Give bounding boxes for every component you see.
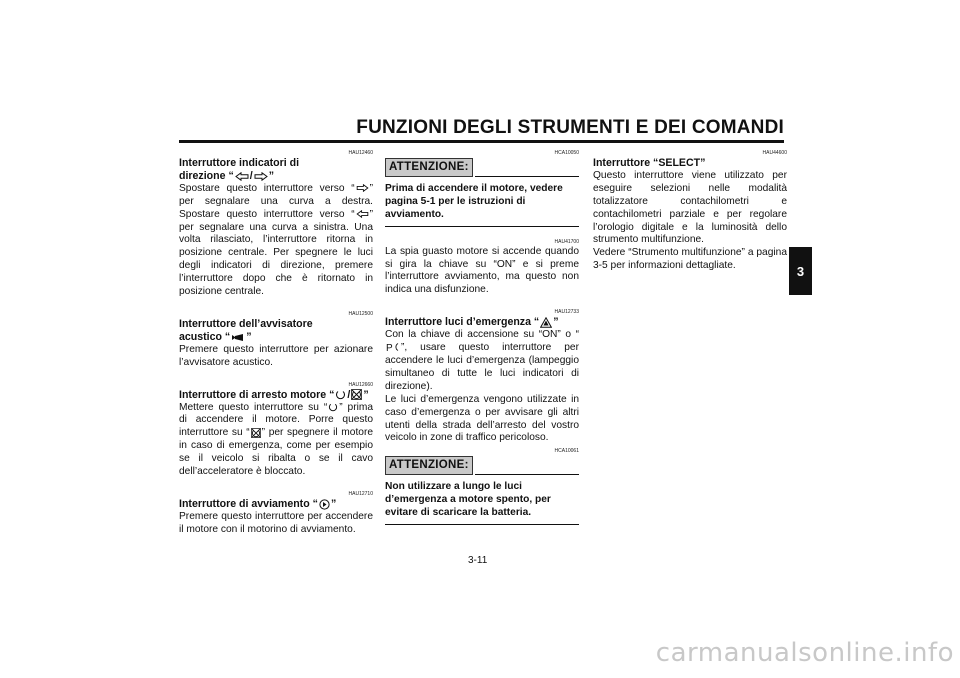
section-code: HCA10050 [554,150,579,156]
caution-rule [475,176,579,177]
title-rule [179,140,784,143]
hazard-text-2: Le luci d’emergenza vengono utilizzate in caso d’emergenza o per avvisare gli altri utenti della strada dell’arresto del vostro veicolo in zone di traffico pericoloso. [385,393,579,444]
turn-signal-title [179,157,373,183]
title-quote: ” [553,316,559,329]
start-title [179,498,373,511]
hazard-title [385,316,579,329]
title-quote: ” [330,497,337,510]
caution-header [385,158,579,177]
title-quote: ” [246,330,252,343]
engine-warning-text: La spia guasto motore si accende quando si gira la chiave su “ON” e si preme l’interruttore avviamento, ma questo non indica una disfunzione. [385,245,579,296]
text-part: ” per segnalare una curva a destra. Spostare questo interruttore verso “ [179,182,373,220]
engine-run-icon [328,402,338,412]
hazard-triangle-icon [540,317,552,328]
section-code: HCA10061 [554,448,579,455]
turn-left-arrow-icon [356,210,369,218]
turn-signal-text [179,183,373,299]
chapter-tab-label: 3 [796,263,805,279]
caution-label: ATTENZIONE: [385,158,473,177]
column-2 [385,150,579,525]
text-part: Mettere questo interruttore su “ [179,401,328,413]
section-code: HAU41700 [554,238,579,245]
text-part: Spostare questo interruttore verso “ [179,182,355,194]
caution-label: ATTENZIONE: [385,456,473,475]
title-line-1: Interruttore dell’avvisatore [179,317,313,330]
title-line-1: Interruttore indicatori di [179,157,300,169]
caution-text: Non utilizzare a lungo le luci d’emergenza a motore spento, per evitare di scaricare la batteria. [385,475,579,525]
caution-header [385,456,579,475]
caution-rule [475,474,579,475]
title-quote: ” [363,388,369,401]
chapter-tab [789,247,812,295]
title-line-2: direzione “ [179,169,234,182]
section-code: HAU12710 [348,490,373,497]
engine-stop-icon [251,428,261,438]
text-part: ” per spegnere il motore in caso di emergenza, come per esempio se il veicolo si ribalta o se il cavo dell’acceleratore è bloccato. [179,427,374,478]
turn-left-arrow-icon [235,172,249,181]
column-3 [593,150,787,273]
title-slash: / [249,169,253,182]
title-line-2: acustico “ [179,330,231,343]
text-part: Con la chiave di accensione su “ON” o “ [385,329,579,341]
page-number: 3-11 [468,555,488,566]
parking-icon [386,342,400,352]
svg-text:P: P [386,343,393,353]
section-code: HAU12660 [348,381,373,388]
select-text-2: Vedere “Strumento multifunzione” a pagina 3-5 per informazioni dettagliate. [593,247,787,272]
turn-right-arrow-icon [356,184,369,192]
text-part: ”, usare questo interruttore per accendere le luci d’emergenza (lampeggio simultaneo di tutte le luci indicatori di direzione). [385,342,579,392]
title-quote: ” [268,169,274,182]
title-text: Interruttore di avviamento “ [179,497,318,510]
title-text: Interruttore di arresto motore “ [179,388,335,401]
horn-icon [231,333,245,342]
horn-text: Premere questo interruttore per azionare l’avvisatore acustico. [179,343,373,368]
watermark: carmanualsonline.info [655,638,954,668]
turn-right-arrow-icon [254,172,268,181]
title-slash: / [347,388,351,401]
section-code: HAU12460 [348,150,373,156]
section-code: HAU44600 [762,150,787,156]
start-text: Premere questo interruttore per accendere il motore con il motorino di avviamento. [179,510,373,535]
engine-stop-title [179,389,373,402]
title-text: Interruttore luci d’emergenza “ [385,316,540,329]
page-title: FUNZIONI DEGLI STRUMENTI E DEI COMANDI [356,117,784,138]
text-part: ” prima di accendere il motore. Porre questo interruttore su “ [179,401,374,439]
caution-text: Prima di accendere il motore, vedere pagina 5-1 per le istruzioni di avviamento. [385,177,579,227]
horn-title [179,318,373,344]
engine-stop-icon [351,389,362,400]
text-part: ” per segnalare una curva a sinistra. Una volta rilasciato, l’interruttore ritorna in posizione centrale. Per spegnere le luci degli indicatori di direzione, premere l’interruttore dopo che è ritornato in posizione centrale. [179,208,373,298]
column-1 [179,150,373,537]
engine-run-icon [335,389,346,400]
hazard-text-1 [385,329,579,394]
section-code: HAU12733 [554,309,579,316]
section-code: HAU12500 [348,310,373,317]
select-text-1: Questo interruttore viene utilizzato per eseguire selezioni nelle modalità totalizzatore contachilometri e contachilometri parziale e per regolare l’orologio digitale e la luminosità dello strumento multifunzione. [593,169,787,246]
select-title: Interruttore “SELECT” [593,157,706,169]
start-icon [319,499,330,510]
engine-stop-text [179,402,373,479]
